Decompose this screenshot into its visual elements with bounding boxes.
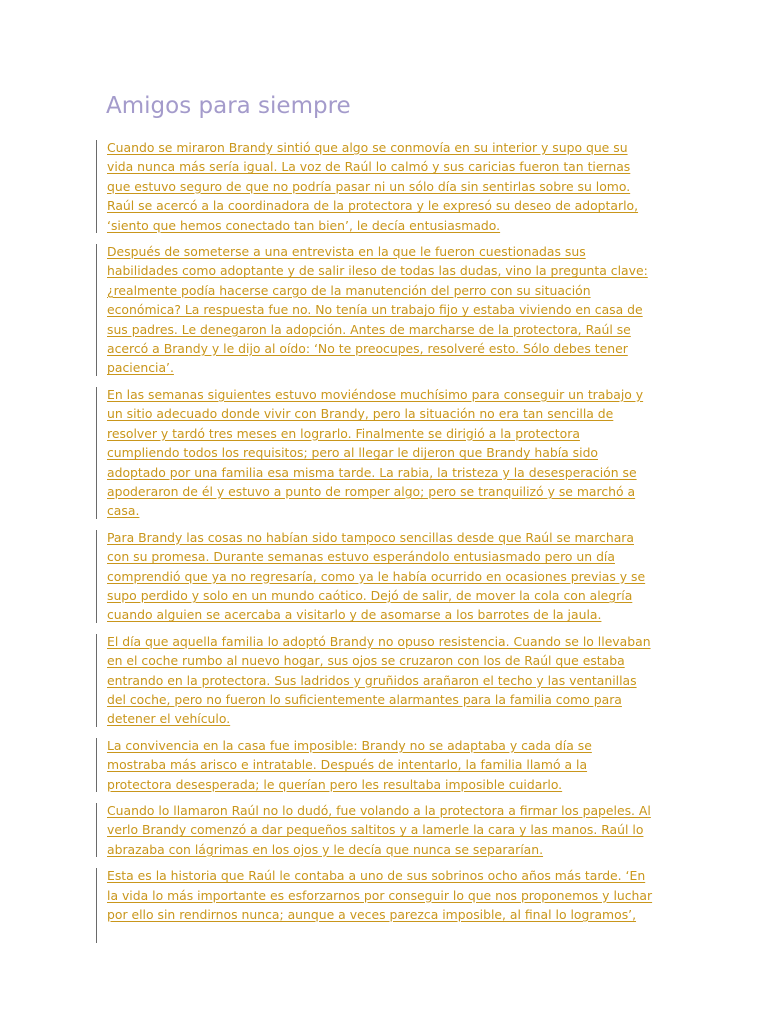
text-line: Esta es la historia que Raúl le contaba a uno de sus sobrinos ocho años más tarde. ‘En [107, 868, 646, 884]
text-line: por ello sin rendirnos nunca; aunque a veces parezca imposible, al final lo logramos’, [107, 907, 637, 923]
text-line: verlo Brandy comenzó a dar pequeños saltitos y a lamerle la cara y las manos. Raúl lo [107, 822, 644, 838]
text-line: en el coche rumbo al nuevo hogar, sus ojos se cruzaron con los de Raúl que estaba [107, 653, 625, 669]
text-line: un sitio adecuado donde vivir con Brandy, pero la situación no era tan sencilla de [107, 406, 614, 422]
text-line: sus padres. Le denegaron la adopción. Antes de marcharse de la protectora, Raúl se [107, 321, 631, 337]
text-line: vida nunca más sería igual. La voz de Raúl lo calmó y sus caricias fueron tan tiernas [107, 159, 631, 175]
text-line: comprendió que ya no regresaría, como ya le había ocurrido en ocasiones previas y se [107, 568, 646, 584]
paragraph-4[interactable] [96, 528, 676, 625]
paragraph-6[interactable] [96, 736, 676, 794]
text-line: del coche, pero no fueron lo suficientemente alarmantes para la familia como para [107, 691, 622, 707]
document-title: Amigos para siempre [106, 93, 351, 119]
paragraph-3[interactable] [96, 385, 676, 521]
text-line: protectora desesperada; le querían pero les resultaba imposible cuidarlo. [107, 776, 563, 792]
text-line: Cuando lo llamaron Raúl no lo dudó, fue volando a la protectora a firmar los papeles. Al [107, 803, 651, 818]
text-line: Después de someterse a una entrevista en la que le fueron cuestionadas sus [107, 244, 586, 260]
document-body [96, 138, 676, 950]
text-line: Para Brandy las cosas no habían sido tampoco sencillas desde que Raúl se marchara [107, 529, 634, 545]
text-line: mostraba más arisco e intratable. Después de intentarlo, la familia llamó a la [107, 757, 588, 773]
paragraph-1[interactable] [96, 138, 676, 235]
text-line: habilidades como adoptante y de salir ileso de todas las dudas, vino la pregunta clave: [107, 263, 648, 279]
text-line: que estuvo seguro de que no podría pasar ni un sólo día sin sentirlas sobre su lomo. [107, 178, 631, 194]
text-line: Raúl se acercó a la coordinadora de la protectora y le expresó su deseo de adoptarlo, [107, 198, 639, 214]
text-line: abrazaba con lágrimas en los ojos y le decía que nunca se separarían. [107, 841, 544, 857]
text-line: la vida lo más importante es esforzarnos por conseguir lo que nos proponemos y luchar [107, 887, 653, 903]
text-line: paciencia’. [107, 360, 174, 376]
text-line: En las semanas siguientes estuvo moviéndose muchísimo para conseguir un trabajo y [107, 386, 644, 402]
text-line: cuando alguien se acercaba a visitarlo y de asomarse a los barrotes de la jaula. [107, 607, 602, 623]
text-line: supo perdido y solo en un mundo caótico. Dejó de salir, de mover la cola con alegría [107, 587, 633, 603]
text-line: Cuando se miraron Brandy sintió que algo se conmovía en su interior y supo que su [107, 140, 628, 155]
paragraph-2[interactable] [96, 242, 676, 378]
text-line: entrando en la protectora. Sus ladridos y gruñidos arañaron el techo y las ventanillas [107, 672, 637, 688]
paragraph-7[interactable] [96, 801, 676, 859]
text-line: adoptado por una familia esa misma tarde. La rabia, la tristeza y la desesperación se [107, 464, 637, 480]
text-line: con su promesa. Durante semanas estuvo esperándolo entusiasmado pero un día [107, 549, 615, 565]
text-line: ‘siento que hemos conectado tan bien’, le decía entusiasmado. [107, 217, 501, 233]
paragraph-8[interactable] [96, 866, 676, 943]
text-line: detener el vehículo. [107, 711, 231, 727]
text-line: La convivencia en la casa fue imposible: Brandy no se adaptaba y cada día se [107, 737, 592, 753]
text-line: económica? La respuesta fue no. No tenía un trabajo fijo y estaba viviendo en casa de [107, 302, 643, 318]
text-line: casa. [107, 503, 140, 519]
text-line: El día que aquella familia lo adoptó Brandy no opuso resistencia. Cuando se lo llevaban [107, 633, 651, 649]
text-line: apoderaron de él y estuvo a punto de romper algo; pero se tranquilizó y se marchó a [107, 483, 636, 499]
paragraph-5[interactable] [96, 632, 676, 729]
text-line: cumpliendo todos los requisitos; pero al llegar le dijeron que Brandy había sido [107, 445, 599, 461]
text-line: ¿realmente podía hacerse cargo de la manutención del perro con su situación [107, 282, 591, 298]
text-line: resolver y tardó tres meses en lograrlo. Finalmente se dirigió a la protectora [107, 425, 580, 441]
text-line: acercó a Brandy y le dijo al oído: ‘No te preocupes, resolveré esto. Sólo debes tener [107, 341, 628, 357]
